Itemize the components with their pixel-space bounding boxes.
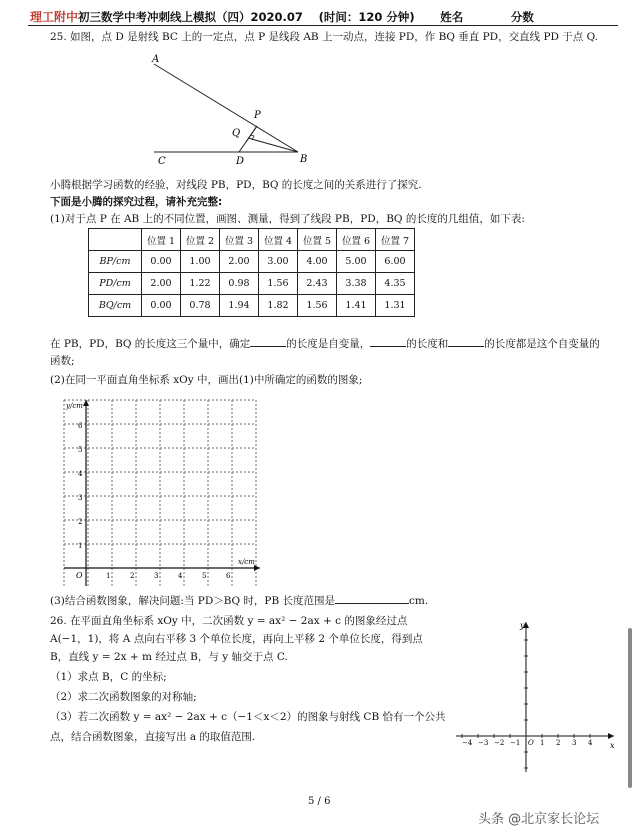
table-cell: 1.22	[181, 273, 220, 295]
q26-sub3b: 点，结合函数图象，直接写出 a 的取值范围.	[50, 731, 256, 743]
q25-para2: 下面是小腾的探究过程，请补充完整:	[50, 196, 223, 208]
answer-blank-3[interactable]	[448, 346, 484, 347]
segment-bq	[248, 138, 298, 152]
table-cell: 5.00	[337, 251, 376, 273]
x-axis-arrow	[608, 733, 614, 739]
q25-fill-line	[50, 337, 600, 351]
y-tick-label: 1	[78, 542, 83, 550]
table-cell: 2.00	[142, 273, 181, 295]
table-header: 位置 2	[181, 229, 220, 251]
table-cell: 2.00	[220, 251, 259, 273]
label-c: C	[158, 156, 166, 167]
fill-text-a: 在 PB，PD，BQ 的长度这三个量中，确定	[50, 338, 251, 350]
scrollbar-thumb[interactable]	[628, 628, 632, 788]
exam-title: 初三数学中考冲刺线上模拟（四）2020.07	[78, 10, 303, 24]
table-header: 位置 7	[376, 229, 415, 251]
table-cell: 3.38	[337, 273, 376, 295]
page-header	[30, 8, 534, 26]
watermark-text: 头条 @北京家长论坛	[478, 812, 600, 827]
table-cell: 0.98	[220, 273, 259, 295]
x-tick-label: 5	[202, 572, 207, 580]
q26-coordinate-axes	[452, 616, 620, 776]
x-tick-label: 1	[540, 739, 545, 747]
q25-part3	[50, 594, 428, 608]
exam-time: (时间：120 分钟)	[318, 10, 415, 24]
y-tick-label: 6	[78, 422, 83, 430]
q25-para1: 小腾根据学习函数的经验，对线段 PB，PD，BQ 的长度之间的关系进行了探究.	[50, 179, 422, 191]
x-tick-label: −1	[510, 739, 521, 747]
answer-blank-range[interactable]	[335, 603, 409, 604]
table-cell: 4.00	[298, 251, 337, 273]
segment-ab	[154, 64, 298, 152]
table-cell: 1.56	[259, 273, 298, 295]
x-tick-label: 2	[556, 739, 561, 747]
x-axis-arrow	[254, 565, 260, 571]
fill-text-c: 的长度和	[406, 338, 449, 350]
x-tick-label: 4	[178, 572, 183, 580]
table-header: 位置 5	[298, 229, 337, 251]
answer-blank-2[interactable]	[370, 346, 406, 347]
x-tick-label: 6	[226, 572, 231, 580]
x-tick-label: 1	[106, 572, 111, 580]
school-name: 理工附中	[30, 10, 79, 24]
axis-origin: O	[528, 739, 534, 747]
table-cell: 1.00	[181, 251, 220, 273]
table-cell: 0.00	[142, 295, 181, 317]
x-tick-label: 4	[588, 739, 593, 747]
label-q: Q	[232, 128, 241, 139]
q25-part2: (2)在同一平面直角坐标系 xOy 中，画出(1)中所确定的函数的图象;	[50, 374, 363, 386]
x-tick-label: −2	[494, 739, 505, 747]
table-cell: 0.78	[181, 295, 220, 317]
table-header: 位置 4	[259, 229, 298, 251]
row-label: BQ/cm	[89, 295, 142, 317]
table-header: 位置 6	[337, 229, 376, 251]
q25-part1: (1)对于点 P 在 AB 上的不同位置，画图、测量，得到了线段 PB，PD，BQ 的长度的几组值，如下表:	[50, 213, 525, 225]
table-row-pd	[89, 273, 415, 295]
x-tick-label: 2	[130, 572, 135, 580]
q26-line1: 26. 在平面直角坐标系 xOy 中，二次函数 y = ax² − 2ax + c 的图象经过点	[50, 615, 408, 627]
table-cell: 1.82	[259, 295, 298, 317]
grid-origin: O	[76, 571, 83, 580]
label-d: D	[236, 156, 245, 167]
table-header: 位置 1	[142, 229, 181, 251]
axis-xlabel: x	[610, 741, 615, 750]
y-tick-label: 4	[78, 470, 83, 478]
fill-text-b: 的长度是自变量，	[286, 338, 371, 350]
table-row-bq	[89, 295, 415, 317]
table-cell: 3.00	[259, 251, 298, 273]
part3-unit: cm.	[409, 595, 429, 607]
table-corner	[89, 229, 142, 251]
header-rule	[28, 25, 618, 26]
q25-geometry-figure	[140, 50, 320, 168]
q26-line3: B，直线 y = 2x + m 经过点 B，与 y 轴交于点 C.	[50, 651, 288, 663]
label-b: B	[300, 154, 308, 165]
axis-ylabel: y	[520, 621, 525, 630]
measurement-table	[88, 228, 415, 317]
table-header: 位置 3	[220, 229, 259, 251]
label-p: P	[254, 110, 261, 121]
grid-ylabel: y/cm	[66, 402, 83, 410]
x-tick-label: −4	[462, 739, 473, 747]
table-cell: 1.31	[376, 295, 415, 317]
table-row-bp	[89, 251, 415, 273]
table-cell: 1.94	[220, 295, 259, 317]
q25-dashed-grid	[60, 396, 265, 592]
x-tick-label: 3	[154, 572, 159, 580]
y-tick-label: 3	[78, 494, 83, 502]
grid-xlabel: x/cm	[238, 558, 255, 566]
part3-text: (3)结合函数图象，解决问题:当 PD＞BQ 时，PB 长度范围是	[50, 595, 336, 607]
q26-sub3a: （3）若二次函数 y = ax² − 2ax + c（−1＜x＜2）的图象与射线 CB 恰有一个公共	[50, 711, 446, 723]
score-label: 分数	[510, 10, 534, 24]
table-cell: 0.00	[142, 251, 181, 273]
table-cell: 2.43	[298, 273, 337, 295]
y-tick-label: 5	[78, 446, 83, 454]
q25-stem: 25. 如图，点 D 是射线 BC 上的一定点，点 P 是线段 AB 上一动点，连接 PD，作 BQ 垂直 PD，交直线 PD 于点 Q.	[50, 31, 599, 43]
table-cell: 1.41	[337, 295, 376, 317]
table-cell: 1.56	[298, 295, 337, 317]
y-tick-label: 2	[78, 518, 83, 526]
table-header-row	[89, 229, 415, 251]
row-label: BP/cm	[89, 251, 142, 273]
page-number: 5 / 6	[308, 796, 331, 807]
row-label: PD/cm	[89, 273, 142, 295]
q26-sub2: （2）求二次函数图象的对称轴;	[50, 691, 197, 703]
answer-blank-1[interactable]	[250, 346, 286, 347]
fill-text-d: 的长度都是这个自变量的	[484, 338, 600, 350]
q26-line2: A(−1，1)，将 A 点向右平移 3 个单位长度，再向上平移 2 个单位长度，得到点	[50, 633, 423, 645]
q26-sub1: （1）求点 B，C 的坐标;	[50, 671, 167, 683]
name-label: 姓名	[440, 10, 464, 24]
label-a: A	[152, 54, 160, 65]
x-tick-label: −3	[478, 739, 489, 747]
x-tick-label: 3	[572, 739, 577, 747]
table-cell: 4.35	[376, 273, 415, 295]
q25-fill-end: 函数;	[50, 355, 75, 367]
table-cell: 6.00	[376, 251, 415, 273]
